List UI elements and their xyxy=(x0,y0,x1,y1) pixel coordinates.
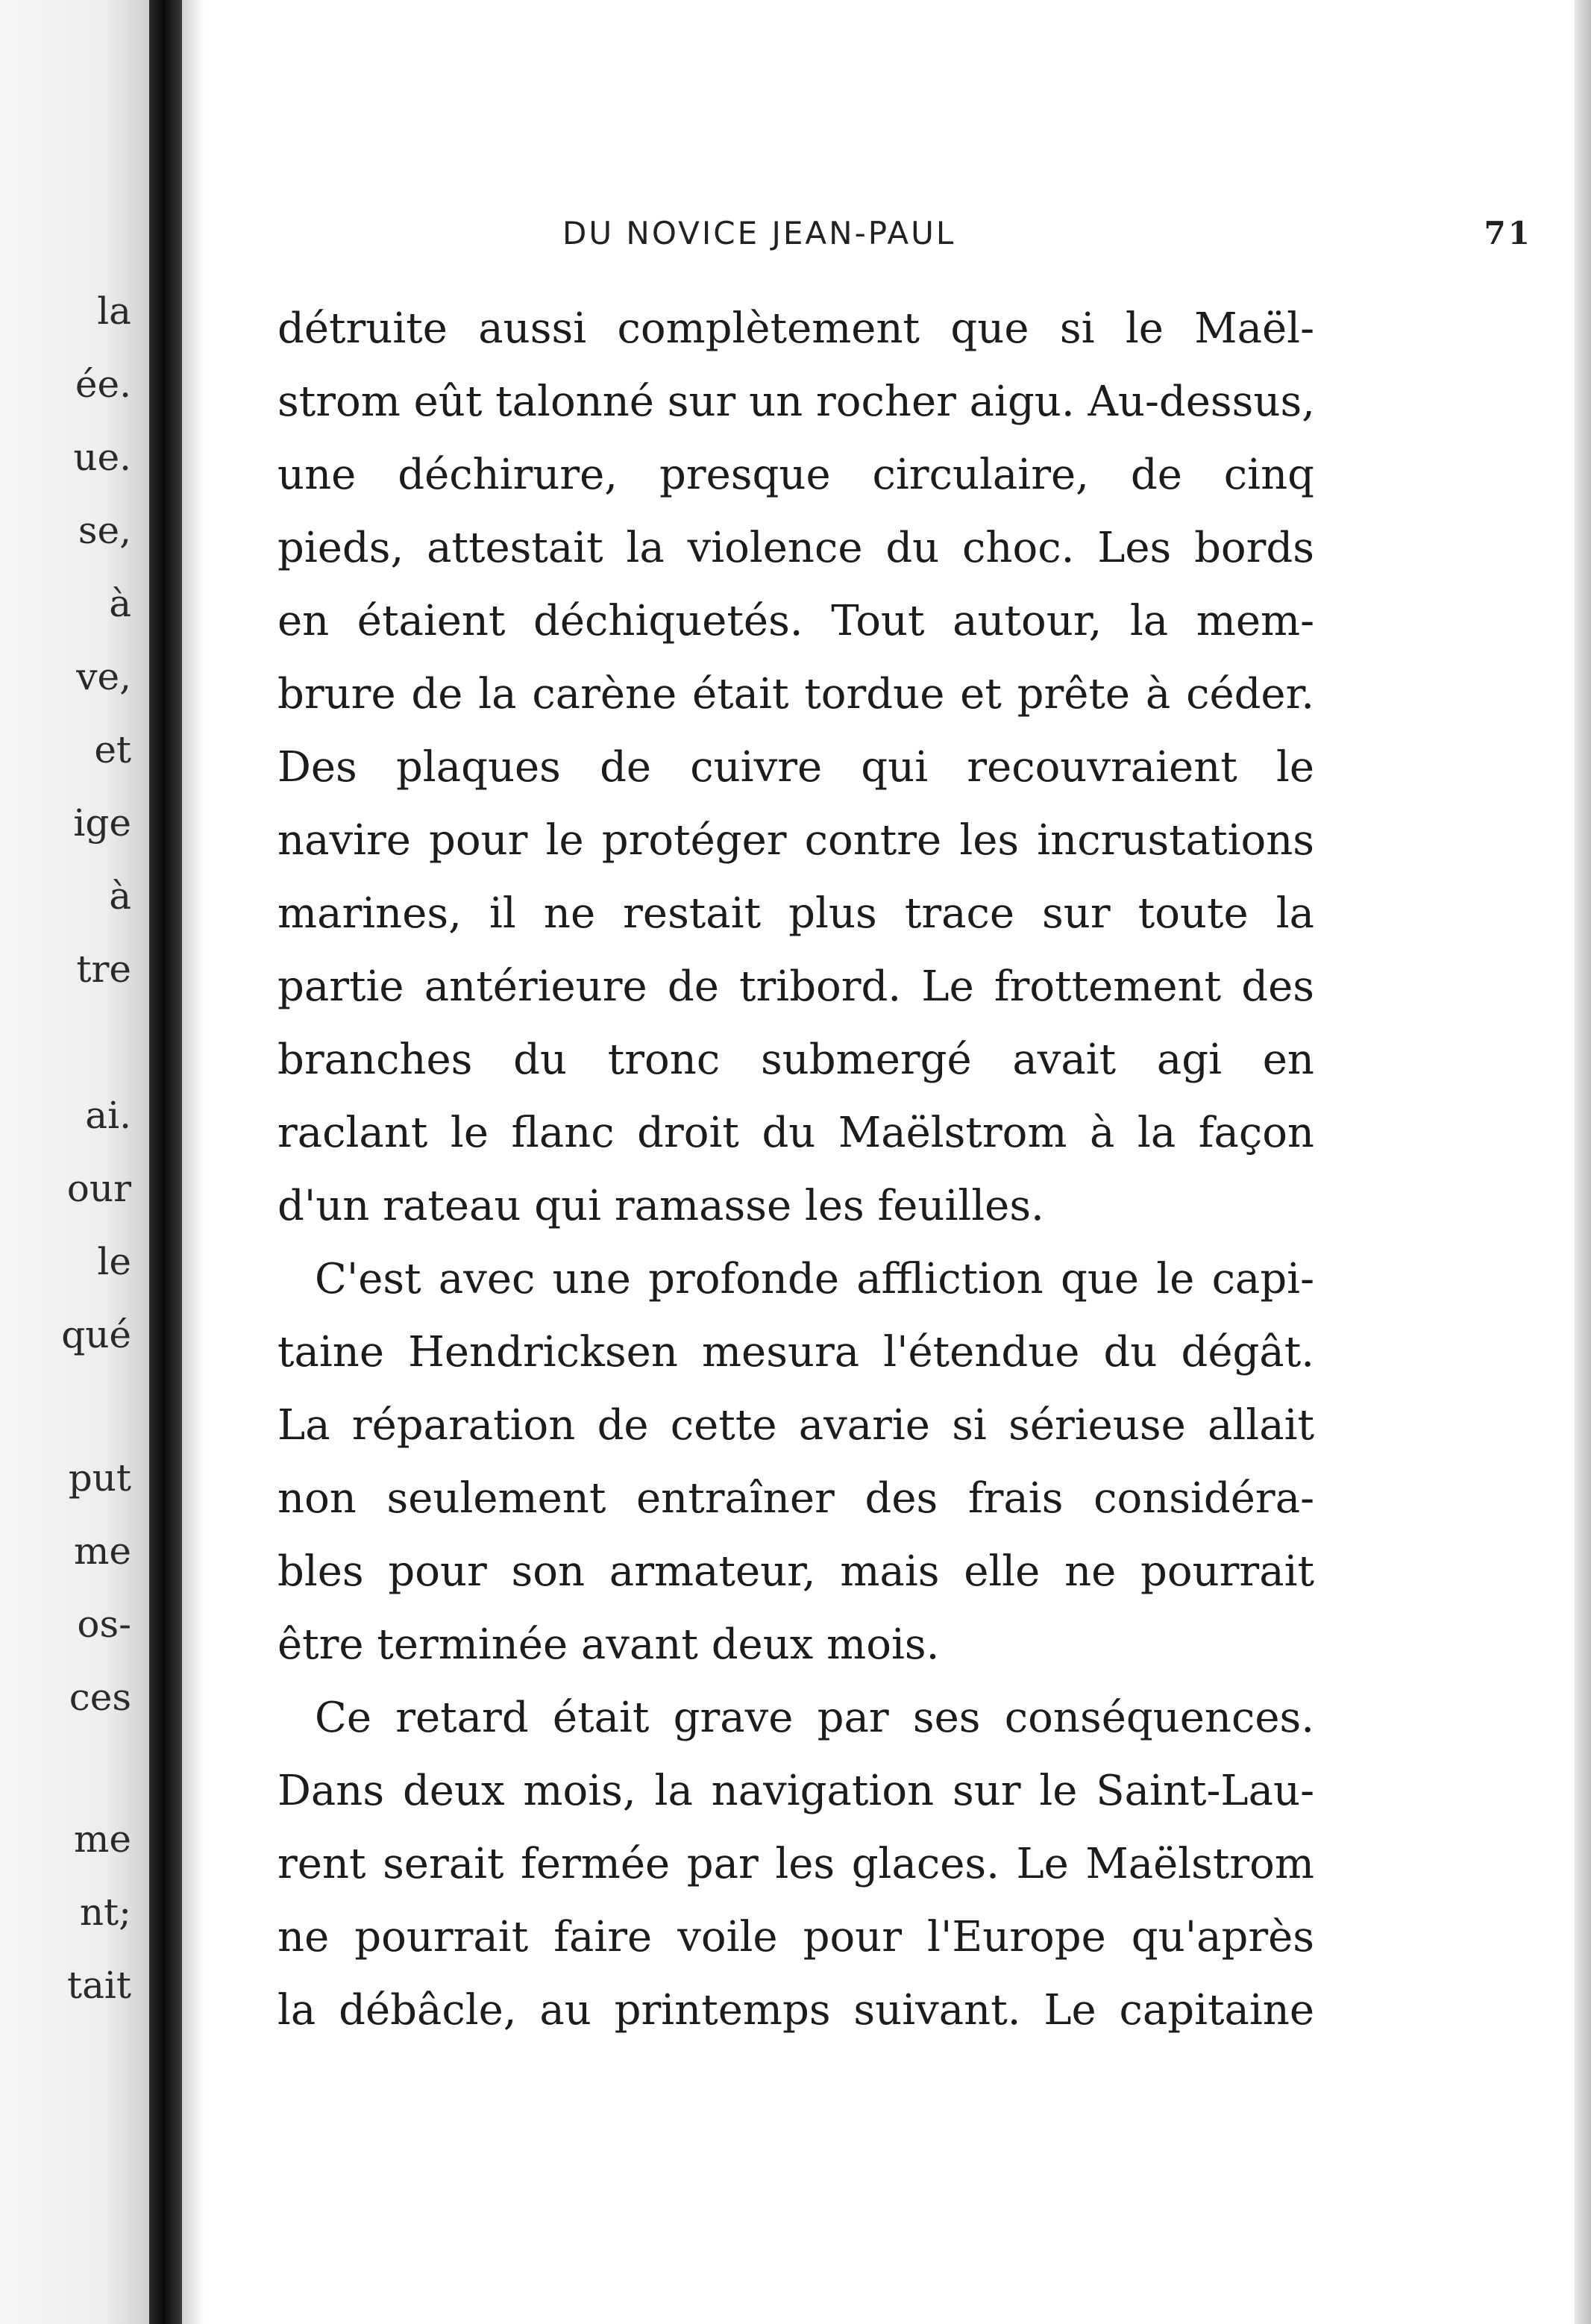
left-page-fragment: os- xyxy=(77,1603,131,1646)
text-line: en étaient déchiquetés. Tout autour, la mem- xyxy=(277,597,1314,645)
left-page-fragment: tre xyxy=(76,948,131,991)
body-text xyxy=(277,292,1314,2047)
left-page-fragment: se, xyxy=(78,509,131,552)
paragraph-start-line: Ce retard était grave par ses conséquences. xyxy=(315,1694,1314,1742)
text-line: raclant le flanc droit du Maëlstrom à la façon xyxy=(277,1109,1314,1157)
text-line: pieds, attestait la violence du choc. Les bords xyxy=(277,524,1314,572)
text-line: Dans deux mois, la navigation sur le Saint-Lau- xyxy=(277,1767,1314,1815)
left-page-edge xyxy=(0,0,149,2324)
text-line: rent serait fermée par les glaces. Le Maëlstrom xyxy=(277,1840,1314,1888)
text-line: marines, il ne restait plus trace sur toute la xyxy=(277,889,1314,938)
left-page-fragment: ige xyxy=(73,801,131,845)
paragraph-start-line: C'est avec une profonde affliction que le capi- xyxy=(315,1255,1314,1303)
left-page-fragment: our xyxy=(66,1167,131,1210)
left-page-fragment: me xyxy=(73,1817,131,1861)
left-page-fragment: put xyxy=(68,1456,131,1500)
left-page-fragment: et xyxy=(94,728,131,771)
text-line: branches du tronc submergé avait agi en xyxy=(277,1036,1314,1084)
paragraph-end-line: d'un rateau qui ramasse les feuilles. xyxy=(277,1182,1044,1230)
text-line: strom eût talonné sur un rocher aigu. Au-dessus, xyxy=(277,378,1315,426)
text-line: la débâcle, au printemps suivant. Le capitaine xyxy=(277,1986,1314,2035)
text-line: une déchirure, presque circulaire, de cinq xyxy=(277,451,1314,499)
right-page-edge xyxy=(1575,0,1591,2324)
text-line: brure de la carène était tordue et prête à céder. xyxy=(277,670,1314,718)
left-page-fragment: me xyxy=(73,1529,131,1573)
left-page-fragment: tait xyxy=(67,1964,131,2007)
left-page-fragment: ue. xyxy=(73,436,131,479)
text-line: La réparation de cette avarie si sérieuse allait xyxy=(277,1401,1314,1450)
left-page-fragment: la xyxy=(97,289,131,333)
text-line: détruite aussi complètement que si le Maël- xyxy=(277,304,1314,353)
left-page-fragment: ve, xyxy=(76,655,131,698)
left-page-fragment: ée. xyxy=(75,363,131,406)
text-line: Des plaques de cuivre qui recouvraient le xyxy=(277,743,1314,792)
left-page-fragment: nt; xyxy=(79,1891,131,1934)
left-page-fragment: à xyxy=(109,582,131,625)
gutter-shadow xyxy=(182,0,204,2324)
left-page-fragment: le xyxy=(97,1240,131,1283)
running-title: DU NOVICE JEAN-PAUL xyxy=(562,215,956,251)
text-line: taine Hendricksen mesura l'étendue du dégât. xyxy=(277,1328,1314,1376)
text-line: bles pour son armateur, mais elle ne pourrait xyxy=(277,1547,1314,1596)
page-number: 71 xyxy=(1484,215,1532,251)
text-line: non seulement entraîner des frais considéra- xyxy=(277,1474,1314,1523)
book-gutter xyxy=(149,0,182,2324)
left-page-fragment: ai. xyxy=(85,1094,131,1137)
paragraph-end-line: être terminée avant deux mois. xyxy=(277,1620,940,1669)
running-header xyxy=(562,215,1532,260)
left-page-fragment: ces xyxy=(69,1676,131,1719)
text-line: navire pour le protéger contre les incrustations xyxy=(277,816,1314,865)
text-line: ne pourrait faire voile pour l'Europe qu'après xyxy=(277,1913,1314,1961)
left-page-fragment: à xyxy=(109,874,131,918)
left-page-fragment: qué xyxy=(61,1313,131,1356)
text-line: partie antérieure de tribord. Le frottement des xyxy=(277,962,1314,1011)
